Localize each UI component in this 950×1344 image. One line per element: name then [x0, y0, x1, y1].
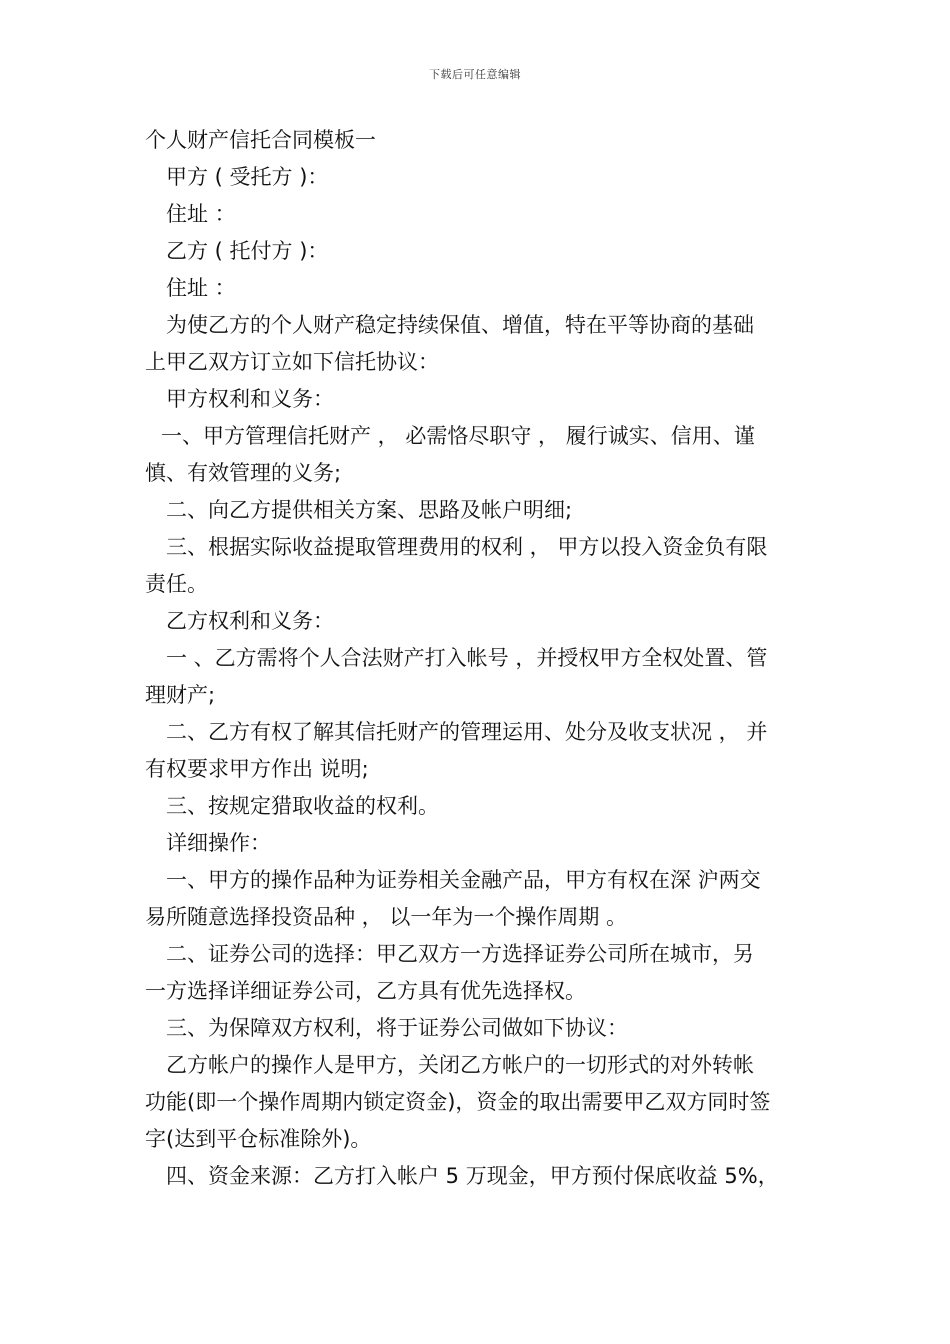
preamble-line-2: 上甲乙双方订立如下信托协议：: [145, 350, 439, 374]
account-terms-line-3: 字(达到平仓标准除外)。: [145, 1127, 372, 1151]
party-b-clause-1-line-2: 理财产;: [145, 683, 216, 707]
party-b-clause-2-line-1: 二、乙方有权了解其信托财产的管理运用、处分及收支状况 ， 并: [166, 720, 768, 744]
document-body: [145, 122, 810, 1195]
party-b-clause-2-line-2: 有权要求甲方作出 说明;: [145, 757, 369, 781]
operations-clause-3: 三、为保障双方权利，将于证券公司做如下协议：: [166, 1016, 628, 1040]
header-note: 下载后可任意编辑: [429, 68, 521, 81]
party-b-address: 住址 ：: [166, 276, 236, 300]
section-heading-operations: 详细操作：: [166, 831, 271, 855]
operations-clause-2-line-2: 一方选择详细证券公司，乙方具有优先选择权。: [145, 979, 586, 1003]
party-b-clause-1-line-1: 一 、乙方需将个人合法财产打入帐号 ，并授权甲方全权处置、管: [166, 646, 768, 670]
operations-clause-4: 四、资金来源：乙方打入帐户 5 万现金，甲方预付保底收益 5%，: [166, 1164, 779, 1188]
party-a-clause-1-line-1: 一、甲方管理信托财产 ， 必需恪尽职守 ， 履行诚实、信用、谨: [161, 424, 755, 448]
party-a-clause-1-line-2: 慎、有效管理的义务;: [145, 461, 342, 485]
section-heading-party-b: 乙方权利和义务：: [166, 609, 334, 633]
preamble-line-1: 为使乙方的个人财产稳定持续保值、增值，特在平等协商的基础: [166, 313, 754, 337]
operations-clause-1-line-2: 易所随意选择投资品种 ， 以一年为一个操作周期 。: [145, 905, 628, 929]
party-a-clause-3-line-1: 三、根据实际收益提取管理费用的权利 ， 甲方以投入资金负有限: [166, 535, 768, 559]
party-a-clause-2: 二、向乙方提供相关方案、思路及帐户明细;: [166, 498, 573, 522]
account-terms-line-2: 功能(即一个操作周期内锁定资金)，资金的取出需要甲乙双方同时签: [145, 1090, 771, 1114]
party-b-line: 乙方 ( 托付方 )：: [166, 239, 329, 263]
party-a-clause-3-line-2: 责任。: [145, 572, 208, 596]
account-terms-line-1: 乙方帐户的操作人是甲方，关闭乙方帐户的一切形式的对外转帐: [166, 1053, 754, 1077]
party-b-clause-3: 三、按规定猎取收益的权利。: [166, 794, 439, 818]
document-title: 个人财产信托合同模板一: [145, 128, 376, 152]
party-a-line: 甲方 ( 受托方 )：: [166, 165, 329, 189]
operations-clause-1-line-1: 一、甲方的操作品种为证券相关金融产品，甲方有权在深 沪两交: [166, 868, 761, 892]
operations-clause-2-line-1: 二、证券公司的选择：甲乙双方一方选择证券公司所在城市，另: [166, 942, 754, 966]
party-a-address: 住址 ：: [166, 202, 236, 226]
section-heading-party-a: 甲方权利和义务：: [166, 387, 334, 411]
